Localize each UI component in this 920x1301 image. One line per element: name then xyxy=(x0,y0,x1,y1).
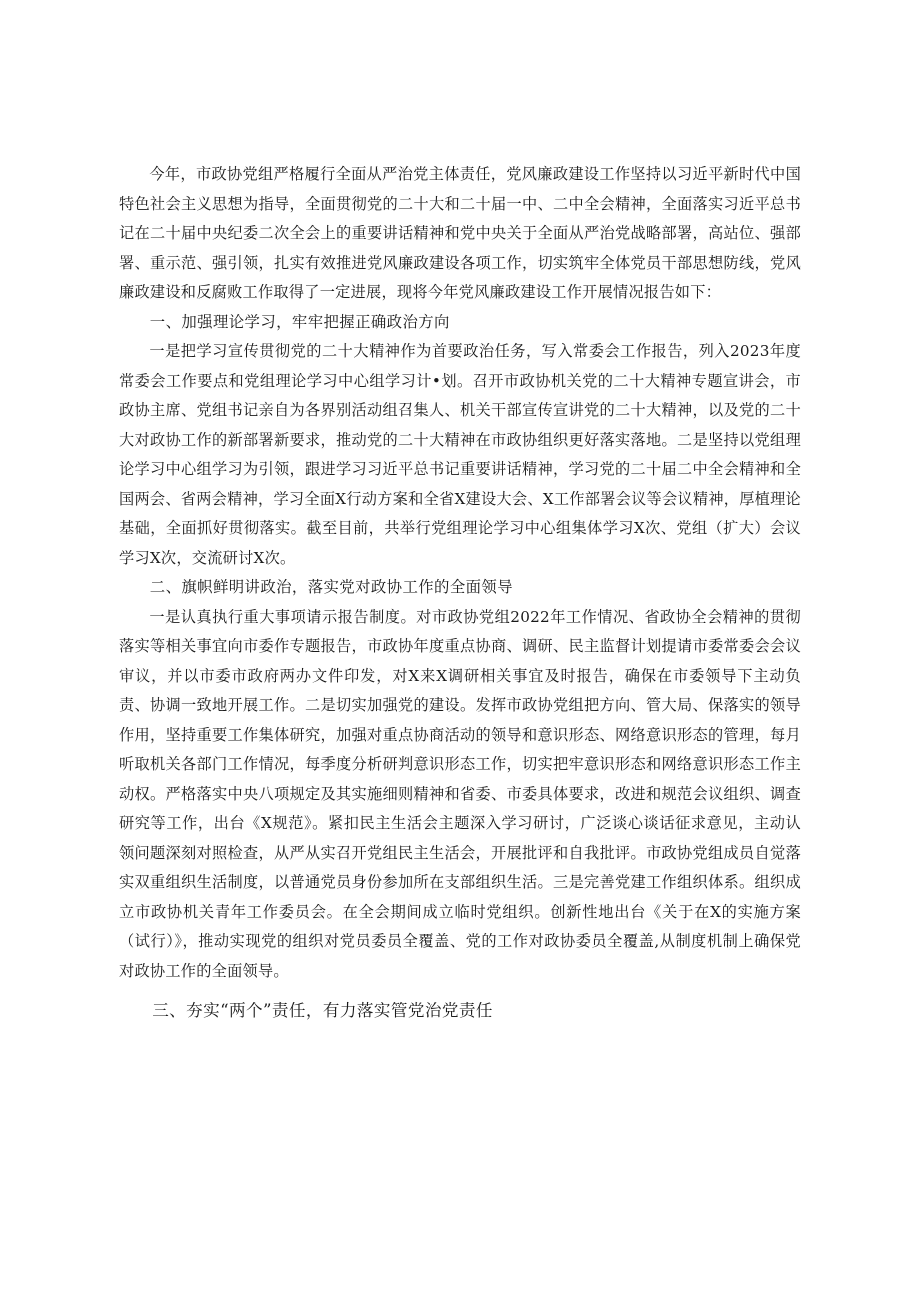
intro-paragraph: 今年，市政协党组严格履行全面从严治党主体责任，党风廉政建设工作坚持以习近平新时代中国特色社会主义思想为指导，全面贯彻党的二十大和二十届一中、二中全会精神，全面落实习近平总书记在二十届中央纪委二次全会上的重要讲话精神和党中央关于全面从严治党战略部署，高站位、强部署、重示范、强引领，扎实有效推进党风廉政建设各项工作，切实筑牢全体党员干部思想防线，党风廉政建设和反腐败工作取得了一定进展，现将今年党风廉政建设工作开展情况报告如下： xyxy=(119,165,801,301)
section-1-paragraph: 一是把学习宣传贯彻党的二十大精神作为首要政治任务，写入常委会工作报告，列入2023年度常委会工作要点和党组理论学习中心组学习计•划。召开市政协机关党的二十大精神专题宣讲会，市政协主席、党组书记亲自为各界别活动组召集人、机关干部宣传宣讲党的二十大精神，以及党的二十大对政协工作的新部署新要求，推动党的二十大精神在市政协组织更好落实落地。二是坚持以党组理论学习中心组学习为引领，跟进学习习近平总书记重要讲话精神，学习党的二十届二中全会精神和全国两会、省两会精神，学习全面X行动方案和全省X建设大会、X工作部署会议等会议精神，厚植理论基础，全面抓好贯彻落实。截至目前，共举行党组理论学习中心组集体学习X次、党组（扩大）会议学习X次，交流研讨X次。 xyxy=(119,342,801,567)
section-1-heading: 一、加强理论学习，牢牢把握正确政治方向 xyxy=(149,312,450,331)
section-3-heading: 三、夯实“两个”责任，有力落实管党治党责任 xyxy=(152,1001,493,1020)
document-body xyxy=(119,160,801,1026)
section-2-paragraph: 一是认真执行重大事项请示报告制度。对市政协党组2022年工作情况、省政协全会精神的贯彻落实等相关事宜向市委作专题报告，市政协年度重点协商、调研、民主监督计划提请市委常委会会议审议，并以市委市政府两办文件印发，对X来X调研相关事宜及时报告，确保在市委领导下主动负责、协调一致地开展工作。二是切实加强党的建设。发挥市政协党组把方向、管大局、保落实的领导作用，坚持重要工作集体研究，加强对重点协商活动的领导和意识形态、网络意识形态的管理，每月听取机关各部门工作情况，每季度分析研判意识形态工作，切实把牢意识形态和网络意识形态工作主动权。严格落实中央八项规定及其实施细则精神和省委、市委具体要求，改进和规范会议组织、调查研究等工作，出台《X规范》。紧扣民主生活会主题深入学习研讨，广泛谈心谈话征求意见，主动认领问题深刻对照检查，从严从实召开党组民主生活会，开展批评和自我批评。市政协党组成员自觉落实双重组织生活制度，以普通党员身份参加所在支部组织生活。三是完善党建工作组织体系。组织成立市政协机关青年工作委员会。在全会期间成立临时党组织。创新性地出台《关于在X的实施方案（试行）》，推动实现党的组织对党员委员全覆盖、党的工作对政协委员全覆盖,从制度机制上确保党对政协工作的全面领导。 xyxy=(119,607,801,980)
section-2-heading: 二、旗帜鲜明讲政治，落实党对政协工作的全面领导 xyxy=(149,578,513,596)
